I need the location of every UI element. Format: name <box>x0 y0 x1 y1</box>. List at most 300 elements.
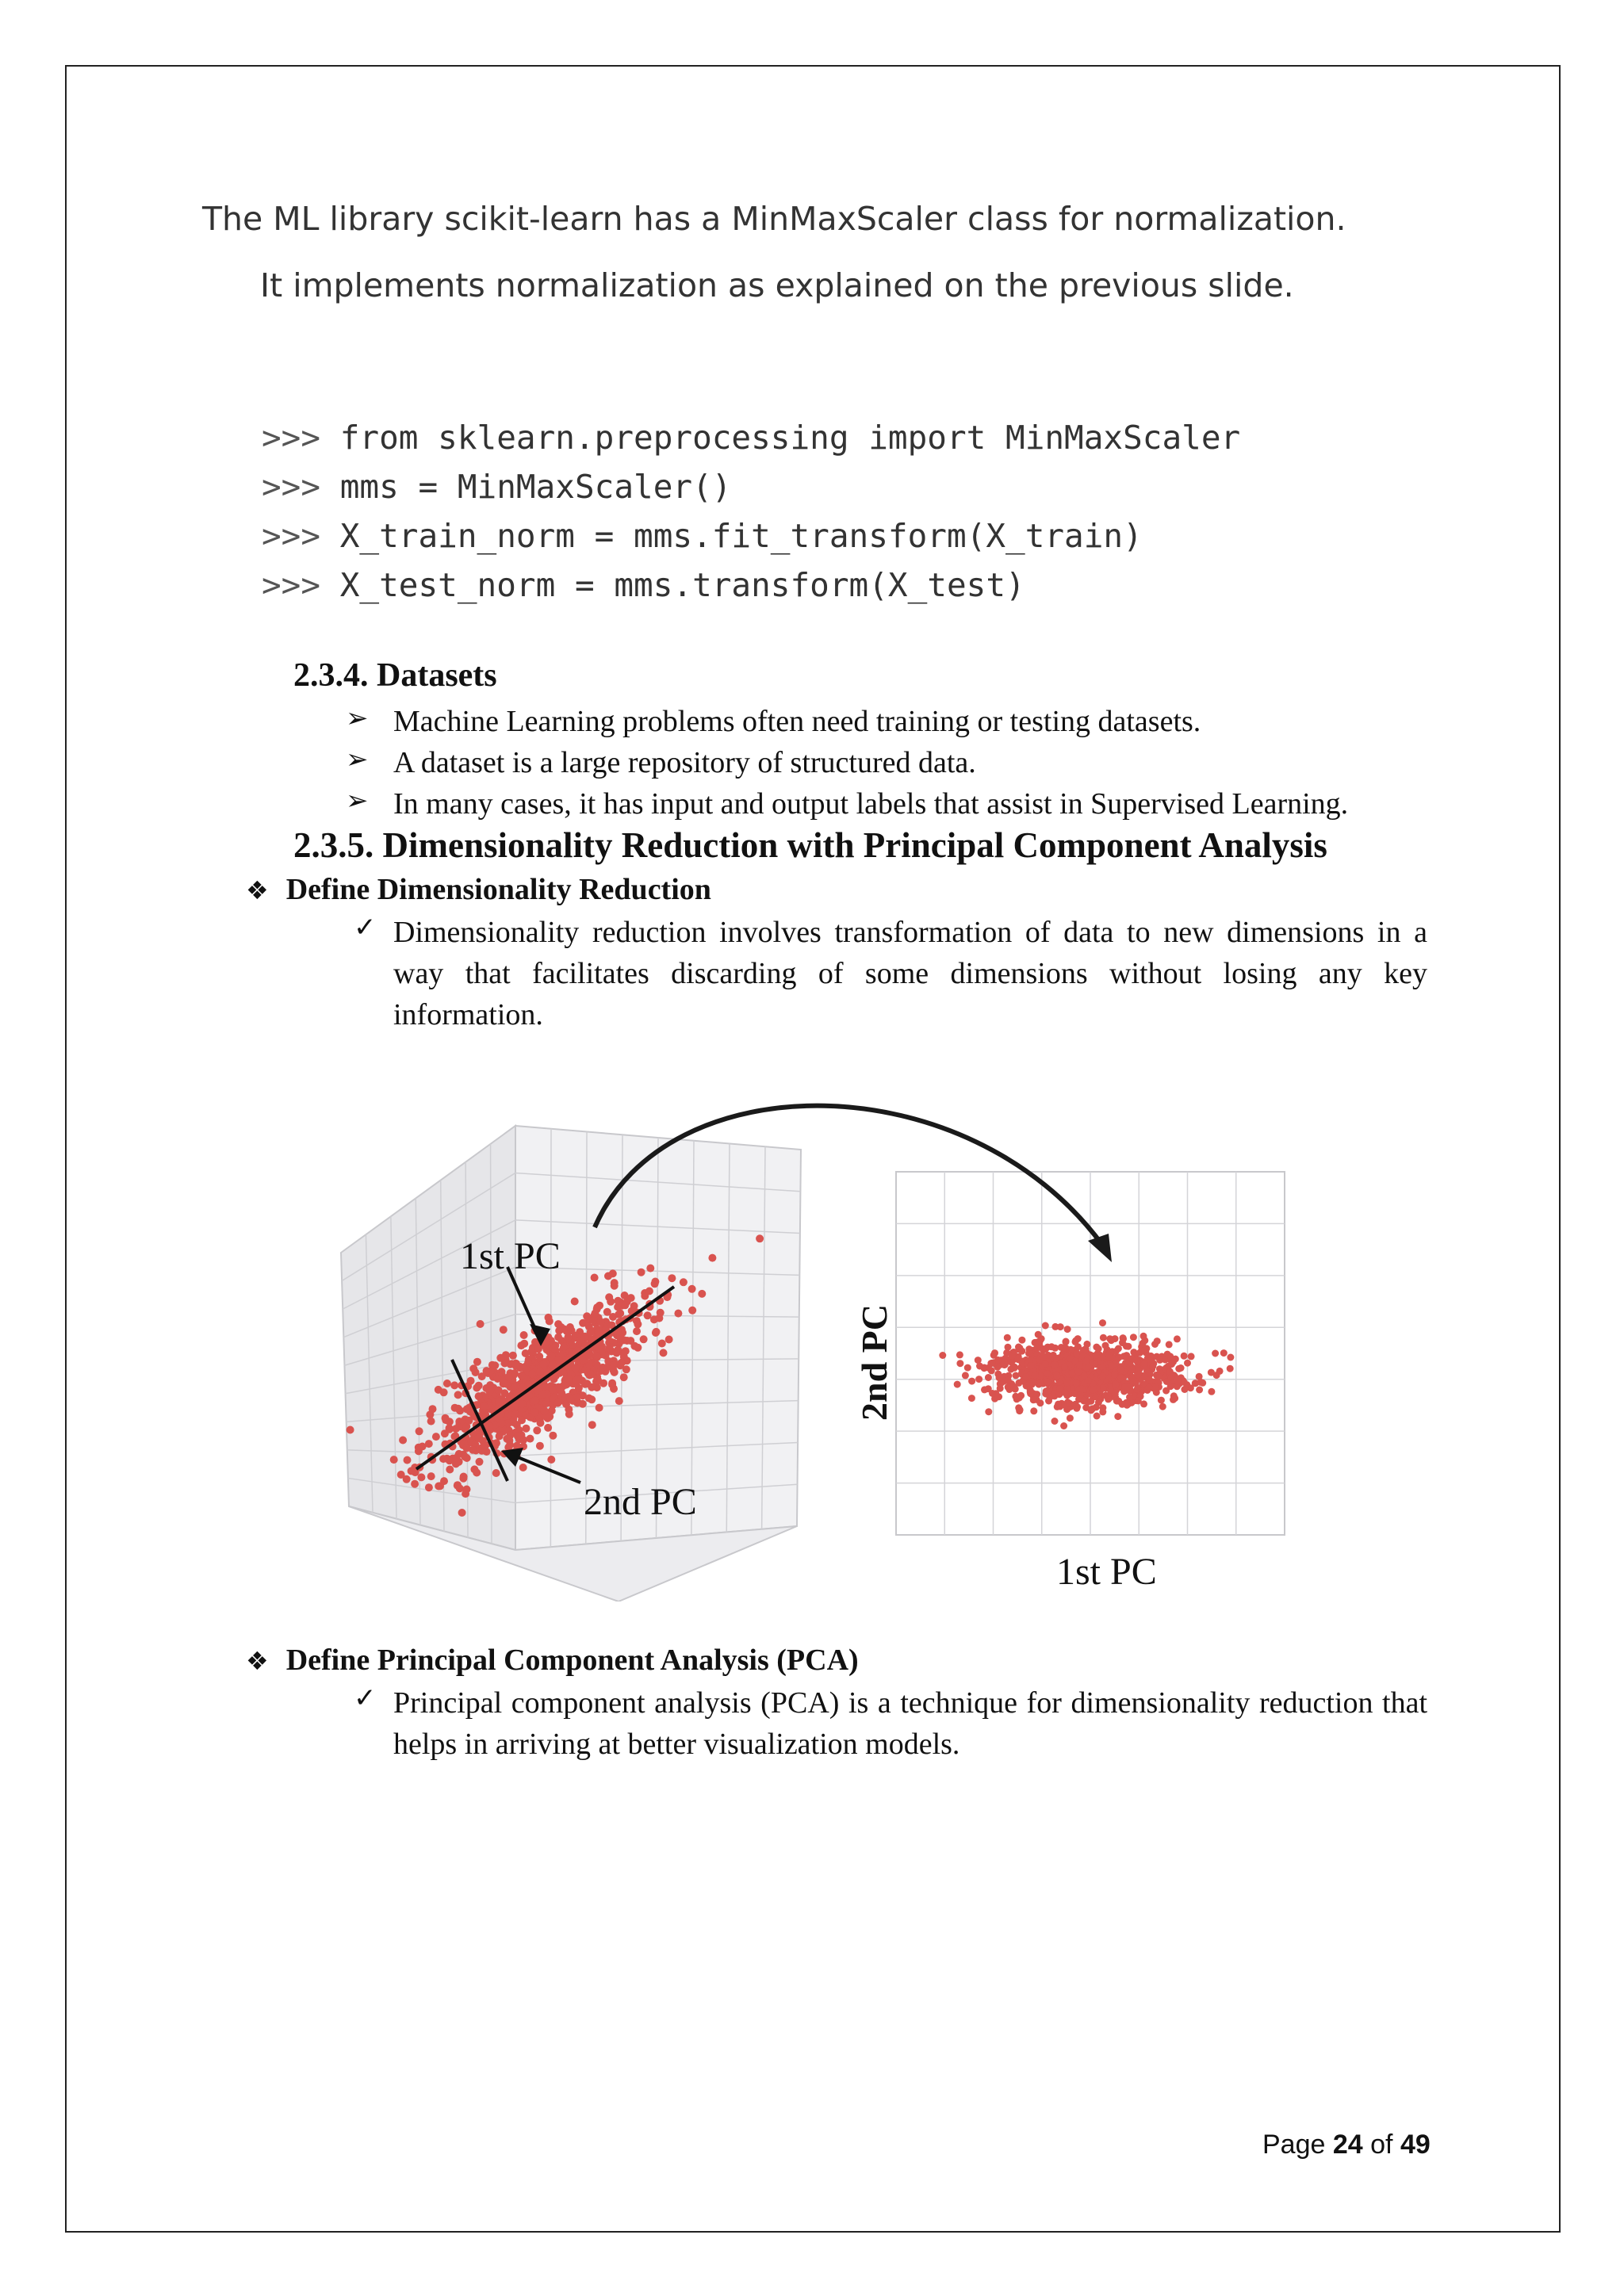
data-point <box>1168 1360 1175 1368</box>
data-point <box>1057 1323 1064 1330</box>
data-point <box>1181 1353 1188 1360</box>
data-point <box>494 1375 502 1383</box>
data-point <box>467 1377 475 1385</box>
data-point <box>1063 1338 1070 1345</box>
data-point <box>500 1326 508 1334</box>
data-point <box>1017 1345 1024 1352</box>
data-point <box>566 1395 574 1403</box>
data-point <box>613 1349 621 1357</box>
data-point <box>1130 1334 1137 1341</box>
data-point <box>1112 1335 1119 1342</box>
label-1st-pc-3d: 1st PC <box>460 1235 561 1277</box>
data-point <box>540 1360 548 1368</box>
data-point <box>1060 1422 1067 1429</box>
definition-text-dr: Dimensionality reduction involves transformation of data to new dimensions in a way that facilitates discarding of some dimensions without losing any key information. <box>393 916 1427 1031</box>
data-point <box>1175 1365 1182 1372</box>
data-point <box>531 1408 539 1416</box>
data-point <box>615 1311 622 1318</box>
data-point <box>597 1367 605 1375</box>
data-point <box>1035 1331 1042 1338</box>
data-point <box>397 1471 405 1479</box>
data-point <box>461 1453 469 1461</box>
data-point <box>347 1426 354 1434</box>
section-heading-datasets <box>293 656 497 695</box>
data-point <box>518 1416 526 1424</box>
definition-title: Define Dimensionality Reduction <box>285 873 711 906</box>
data-point <box>519 1464 527 1471</box>
list-item <box>346 783 1432 825</box>
datasets-bullet-list <box>346 701 1432 825</box>
data-point <box>1174 1335 1181 1342</box>
data-point <box>524 1359 532 1367</box>
data-point <box>592 1310 599 1318</box>
diamond-bullet-icon: ❖ <box>246 875 269 905</box>
checkmark-icon: ✓ <box>354 1682 377 1714</box>
data-point <box>528 1370 536 1378</box>
bullet-text: In many cases, it has input and output labels that assist in Supervised Learning. <box>393 787 1349 821</box>
data-point <box>1054 1403 1061 1410</box>
label-2nd-pc-3d: 2nd PC <box>584 1481 697 1523</box>
data-point <box>658 1340 666 1348</box>
data-point <box>473 1358 481 1366</box>
data-point <box>454 1391 462 1399</box>
data-point <box>1085 1377 1092 1384</box>
data-point <box>546 1413 553 1421</box>
data-point <box>544 1424 552 1432</box>
data-point <box>1076 1362 1083 1369</box>
code-line <box>262 468 1240 517</box>
data-point <box>665 1336 673 1344</box>
section-title: Datasets <box>377 657 497 694</box>
data-point <box>622 1347 630 1355</box>
data-point <box>452 1454 460 1462</box>
data-point <box>1027 1387 1034 1394</box>
data-point <box>581 1333 589 1341</box>
data-point <box>588 1421 596 1429</box>
data-point <box>547 1456 555 1464</box>
data-point <box>1009 1364 1017 1371</box>
data-point <box>427 1472 435 1480</box>
data-point <box>1146 1376 1153 1383</box>
data-point <box>688 1307 696 1314</box>
data-point <box>411 1480 419 1488</box>
data-point <box>989 1360 996 1367</box>
data-point <box>548 1353 556 1360</box>
data-point <box>432 1433 440 1441</box>
data-point <box>606 1344 614 1352</box>
data-point <box>509 1352 517 1360</box>
data-point <box>495 1387 503 1395</box>
code-prompt: >>> <box>262 468 321 506</box>
slide-text-line-2: It implements normalization as explained on the previous slide. <box>260 266 1294 304</box>
data-point <box>505 1373 513 1381</box>
axis-label-2nd-pc: 2nd PC <box>854 1304 894 1421</box>
data-point <box>1093 1403 1100 1410</box>
data-point <box>1135 1397 1142 1404</box>
data-point <box>535 1353 543 1360</box>
data-point <box>1030 1396 1037 1403</box>
data-point <box>1082 1345 1090 1353</box>
data-point <box>968 1395 975 1402</box>
data-point <box>503 1435 511 1443</box>
data-point <box>454 1405 462 1413</box>
data-point <box>533 1426 541 1434</box>
data-point <box>964 1364 971 1372</box>
pca-figure <box>333 1078 1308 1601</box>
data-point <box>1220 1349 1228 1357</box>
section-number: 2.3.5. <box>293 825 374 865</box>
data-point <box>1078 1386 1086 1393</box>
data-point <box>593 1377 601 1385</box>
data-point <box>1227 1365 1234 1372</box>
data-point <box>1100 1384 1107 1391</box>
data-point <box>443 1380 451 1387</box>
bullet-text: Machine Learning problems often need training or testing datasets. <box>393 705 1201 738</box>
data-point <box>1026 1380 1033 1387</box>
code-line <box>262 517 1240 566</box>
data-point <box>485 1387 493 1395</box>
arrow-bullet-icon: ➢ <box>346 702 369 734</box>
data-point <box>1005 1377 1012 1384</box>
data-point <box>1005 1383 1013 1391</box>
current-page: 24 <box>1332 2130 1363 2160</box>
data-point <box>1113 1380 1120 1387</box>
data-point <box>668 1274 676 1282</box>
data-point <box>603 1308 611 1316</box>
data-point <box>1105 1352 1113 1359</box>
data-point <box>1082 1404 1090 1411</box>
data-point <box>1013 1372 1020 1380</box>
data-point <box>634 1320 642 1328</box>
data-point <box>1134 1372 1141 1379</box>
data-point <box>427 1418 435 1425</box>
data-point <box>571 1298 579 1306</box>
data-point <box>591 1274 599 1282</box>
data-point <box>1030 1407 1037 1414</box>
data-point <box>1048 1343 1055 1350</box>
data-point <box>611 1368 619 1376</box>
data-point <box>557 1389 565 1397</box>
data-point <box>527 1348 535 1356</box>
data-point <box>460 1473 468 1481</box>
data-point <box>514 1433 522 1441</box>
data-point <box>519 1400 527 1408</box>
data-point <box>1213 1372 1220 1379</box>
data-point <box>463 1445 471 1452</box>
code-text: mms = MinMaxScaler() <box>339 468 732 506</box>
data-point <box>1154 1337 1161 1345</box>
data-point <box>976 1363 983 1370</box>
data-point <box>439 1455 447 1463</box>
data-point <box>645 1288 653 1295</box>
data-point <box>536 1442 544 1450</box>
data-point <box>512 1362 520 1370</box>
code-text: X_test_norm = mms.transform(X_test) <box>339 566 1025 604</box>
data-point <box>674 1310 682 1318</box>
data-point <box>1128 1355 1136 1362</box>
data-point <box>1181 1386 1188 1393</box>
data-point <box>549 1432 557 1440</box>
data-point <box>956 1351 963 1358</box>
data-point <box>492 1439 500 1447</box>
data-point <box>1072 1401 1079 1408</box>
total-pages: 49 <box>1400 2130 1431 2160</box>
data-point <box>1083 1358 1090 1365</box>
data-point <box>1062 1389 1069 1396</box>
data-point <box>653 1328 661 1336</box>
data-point <box>1042 1360 1049 1368</box>
data-point <box>579 1400 587 1408</box>
data-point <box>1061 1344 1068 1351</box>
data-point <box>1009 1353 1016 1360</box>
section-heading-dimensionality <box>293 825 1327 866</box>
data-point <box>425 1483 433 1491</box>
data-point <box>417 1473 425 1481</box>
data-point <box>1108 1362 1115 1369</box>
definition-heading-pca <box>246 1643 859 1678</box>
data-point <box>981 1386 988 1393</box>
data-point <box>640 1335 648 1343</box>
data-point <box>985 1408 992 1415</box>
data-point <box>1124 1383 1131 1391</box>
data-point <box>608 1380 616 1387</box>
data-point <box>1117 1367 1124 1374</box>
data-point <box>1111 1371 1118 1378</box>
data-point <box>1001 1359 1008 1366</box>
data-point <box>1167 1383 1174 1390</box>
list-item <box>346 742 1432 783</box>
data-point <box>1102 1392 1109 1399</box>
data-point <box>1090 1387 1097 1394</box>
data-point <box>1166 1341 1173 1348</box>
data-point <box>596 1302 603 1310</box>
data-point <box>530 1396 538 1404</box>
data-point <box>1199 1380 1206 1387</box>
data-point <box>1032 1372 1039 1379</box>
data-point <box>939 1352 946 1359</box>
data-point <box>1164 1351 1171 1358</box>
data-point <box>399 1437 407 1445</box>
data-point <box>450 1381 458 1389</box>
data-point <box>1140 1347 1147 1354</box>
data-point <box>579 1357 587 1364</box>
data-point <box>454 1481 462 1489</box>
data-point <box>646 1265 654 1272</box>
data-point <box>1119 1339 1126 1346</box>
data-point <box>991 1349 998 1357</box>
slide-text-line-1: The ML library scikit-learn has a MinMaxScaler class for normalization. <box>202 200 1346 238</box>
data-point <box>633 1327 641 1335</box>
data-point <box>583 1312 591 1320</box>
data-point <box>1044 1378 1051 1385</box>
data-point <box>596 1404 603 1412</box>
data-point <box>446 1466 454 1474</box>
bullet-text: A dataset is a large repository of structured data. <box>393 746 976 779</box>
data-point <box>660 1349 668 1357</box>
data-point <box>440 1388 448 1396</box>
data-point <box>1102 1342 1109 1349</box>
data-point <box>605 1293 613 1301</box>
data-point <box>568 1326 576 1334</box>
data-point <box>708 1254 716 1262</box>
data-point <box>756 1234 764 1242</box>
data-point <box>520 1331 528 1339</box>
data-point <box>1042 1322 1049 1330</box>
data-point <box>698 1290 706 1298</box>
data-point <box>1099 1408 1106 1415</box>
data-point <box>1212 1350 1219 1357</box>
data-point <box>560 1343 568 1351</box>
data-point <box>1051 1418 1059 1425</box>
data-point <box>611 1282 619 1290</box>
data-point <box>554 1399 562 1407</box>
data-point <box>485 1422 493 1430</box>
data-point <box>554 1334 562 1341</box>
data-point <box>1192 1380 1199 1387</box>
data-point <box>1018 1337 1025 1344</box>
code-text: from sklearn.preprocessing import MinMaxScaler <box>339 419 1241 457</box>
definition-text-pca: Principal component analysis (PCA) is a technique for dimensionality reduction that helps in arriving at better visualization models. <box>393 1686 1427 1761</box>
data-point <box>1112 1391 1119 1398</box>
code-block <box>262 419 1240 615</box>
data-point <box>597 1318 605 1326</box>
data-point <box>546 1318 553 1326</box>
list-item <box>346 701 1432 742</box>
data-point <box>1170 1392 1178 1399</box>
axis-label-1st-pc: 1st PC <box>1056 1551 1157 1593</box>
data-point <box>496 1354 504 1362</box>
data-point <box>554 1320 562 1328</box>
data-point <box>962 1372 969 1379</box>
data-point <box>1005 1344 1012 1351</box>
data-point <box>1053 1372 1060 1380</box>
page-number <box>1262 2130 1431 2160</box>
data-point <box>968 1378 975 1385</box>
data-point <box>1004 1334 1011 1341</box>
data-point <box>989 1390 996 1397</box>
page-separator: of <box>1362 2130 1400 2160</box>
data-point <box>404 1456 412 1464</box>
data-point <box>1073 1380 1080 1387</box>
data-point <box>1126 1394 1133 1401</box>
data-point <box>446 1418 454 1425</box>
diamond-bullet-icon: ❖ <box>246 1646 269 1676</box>
data-point <box>475 1382 483 1390</box>
data-point <box>630 1342 638 1350</box>
data-point <box>419 1443 427 1451</box>
data-point <box>590 1316 598 1324</box>
data-point <box>1196 1373 1203 1380</box>
arrow-bullet-icon: ➢ <box>346 785 369 817</box>
data-point <box>1168 1373 1175 1380</box>
data-point <box>1134 1386 1141 1393</box>
data-point <box>538 1391 546 1399</box>
data-point <box>480 1402 488 1410</box>
data-point <box>1042 1346 1049 1353</box>
data-point <box>470 1465 478 1473</box>
data-point <box>620 1373 628 1381</box>
data-point <box>1119 1401 1126 1408</box>
data-point <box>1208 1388 1215 1395</box>
data-point <box>1114 1413 1121 1420</box>
data-point <box>462 1490 469 1498</box>
data-point <box>496 1433 504 1441</box>
data-point <box>1115 1345 1122 1353</box>
data-point <box>680 1278 688 1286</box>
data-point <box>1158 1397 1165 1404</box>
data-point <box>1159 1403 1166 1410</box>
data-point <box>1196 1387 1203 1394</box>
data-point <box>1093 1352 1100 1359</box>
data-point <box>527 1435 534 1443</box>
data-point <box>1095 1345 1102 1353</box>
data-point <box>588 1395 596 1403</box>
data-point <box>1061 1364 1068 1371</box>
data-point <box>565 1376 573 1383</box>
definition-heading-dr <box>246 872 711 907</box>
data-point <box>617 1360 625 1368</box>
data-point <box>435 1483 442 1490</box>
data-point <box>609 1269 617 1277</box>
data-point <box>985 1374 992 1381</box>
data-point <box>644 1311 652 1319</box>
data-point <box>518 1372 526 1380</box>
data-point <box>1063 1379 1071 1386</box>
data-point <box>1022 1373 1029 1380</box>
data-point <box>1146 1384 1153 1391</box>
data-point <box>994 1371 1002 1378</box>
data-point <box>495 1398 503 1406</box>
data-point <box>555 1356 563 1364</box>
data-point <box>1052 1355 1059 1362</box>
data-point <box>1044 1370 1051 1377</box>
data-point <box>498 1419 506 1427</box>
data-point <box>975 1376 982 1383</box>
data-point <box>1184 1360 1191 1367</box>
data-point <box>587 1370 595 1378</box>
data-point <box>1227 1354 1234 1361</box>
data-point <box>481 1442 489 1450</box>
data-point <box>1044 1387 1051 1394</box>
data-point <box>1016 1407 1023 1414</box>
data-point <box>1025 1350 1032 1357</box>
data-point <box>1140 1333 1147 1340</box>
data-point <box>1069 1369 1076 1376</box>
data-point <box>655 1314 663 1322</box>
arrow-bullet-icon: ➢ <box>346 744 369 775</box>
data-point <box>1156 1357 1163 1364</box>
data-point <box>390 1456 398 1464</box>
data-point <box>476 1458 484 1466</box>
data-point <box>492 1469 500 1477</box>
data-point <box>954 1381 961 1388</box>
data-point <box>1188 1353 1195 1360</box>
code-prompt: >>> <box>262 517 321 555</box>
data-point <box>549 1361 557 1369</box>
data-point <box>1072 1338 1079 1345</box>
data-point <box>621 1301 629 1309</box>
data-point <box>1067 1414 1074 1422</box>
data-point <box>511 1410 519 1418</box>
section-title: Dimensionality Reduction with Principal Component Analysis <box>382 825 1327 865</box>
data-point <box>1128 1366 1136 1373</box>
data-point <box>1141 1360 1148 1367</box>
data-point <box>523 1425 530 1433</box>
data-point <box>540 1407 548 1415</box>
code-line <box>262 419 1240 468</box>
data-point <box>517 1341 525 1349</box>
data-point <box>1028 1362 1035 1369</box>
